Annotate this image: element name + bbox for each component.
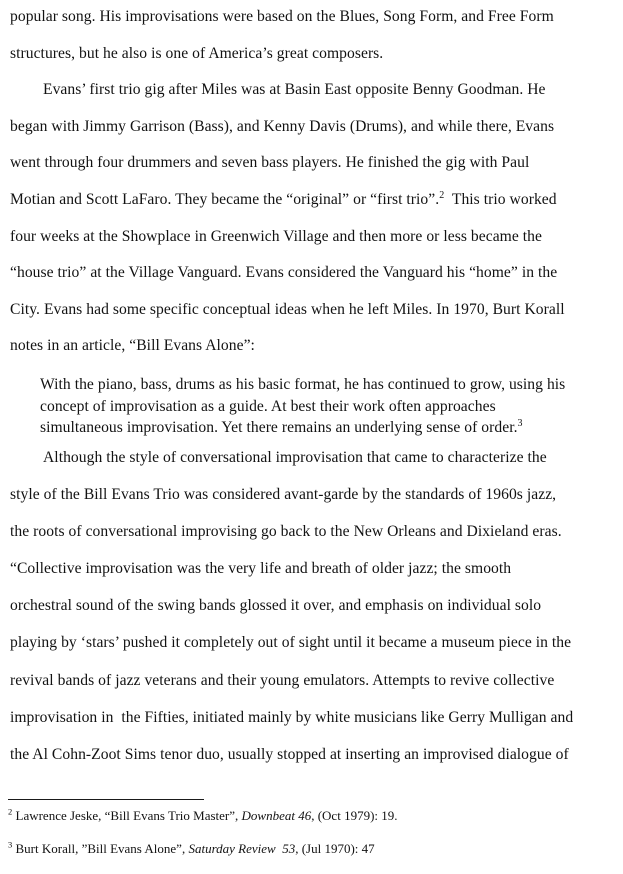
blockquote-text: simultaneous improvisation. Yet there remains an underlying sense of order. [40, 419, 518, 436]
footnote-separator [8, 799, 204, 800]
body-line: Evans’ first trio gig after Miles was at Basin East opposite Benny Goodman. He [43, 81, 546, 98]
body-line [10, 190, 557, 209]
footnote-marker-3: 3 [8, 839, 13, 850]
body-line: the Al Cohn-Zoot Sims tenor duo, usually stopped at inserting an improvised dialogue of [10, 746, 569, 763]
body-line-text: This trio worked [444, 191, 557, 208]
body-line: popular song. His improvisations were based on the Blues, Song Form, and Free Form [10, 8, 554, 25]
body-line: orchestral sound of the swing bands glossed it over, and emphasis on individual solo [10, 597, 542, 614]
footnote-2 [8, 808, 398, 824]
footnote-marker-2: 2 [8, 806, 13, 817]
blockquote-line: concept of improvisation as a guide. At best their work often approaches [40, 398, 496, 415]
body-line: structures, but he also is one of America’s great composers. [10, 45, 384, 62]
body-line: went through four drummers and seven bass players. He finished the gig with Paul [10, 154, 530, 171]
body-line: the roots of conversational improvising go back to the New Orleans and Dixieland eras. [10, 523, 562, 540]
body-line: improvisation in the Fifties, initiated mainly by white musicians like Gerry Mulligan and [10, 709, 574, 726]
journal-title: Downbeat 46 [241, 808, 312, 823]
body-line: notes in an article, “Bill Evans Alone”: [10, 337, 255, 354]
body-line: playing by ‘stars’ pushed it completely out of sight until it became a museum piece in the [10, 634, 572, 651]
body-line: “house trio” at the Village Vanguard. Evans considered the Vanguard his “home” in the [10, 264, 558, 281]
blockquote-line: With the piano, bass, drums as his basic format, he has continued to grow, using his [40, 376, 566, 393]
body-line: four weeks at the Showplace in Greenwich Village and then more or less became the [10, 228, 542, 245]
body-line: Although the style of conversational improvisation that came to characterize the [43, 449, 547, 466]
footnote-ref-3: 3 [517, 417, 523, 429]
body-line: began with Jimmy Garrison (Bass), and Kenny Davis (Drums), and while there, Evans [10, 118, 555, 135]
footnote-3 [8, 841, 375, 857]
body-line-text: Motian and Scott LaFaro. They became the “original” or “first trio”. [10, 191, 440, 208]
footnote-text: Burt Korall, ”Bill Evans Alone”, [12, 841, 189, 856]
footnote-text: Lawrence Jeske, “Bill Evans Trio Master”, [12, 808, 242, 823]
body-line: style of the Bill Evans Trio was considered avant-garde by the standards of 1960s jazz, [10, 486, 557, 503]
journal-title: Saturday Review 53 [188, 841, 296, 856]
body-line: City. Evans had some specific conceptual ideas when he left Miles. In 1970, Burt Korall [10, 301, 565, 318]
body-line: “Collective improvisation was the very life and breath of older jazz; the smooth [10, 560, 512, 577]
footnote-text: , (Oct 1979): 19. [311, 808, 398, 823]
footnote-text: , (Jul 1970): 47 [295, 841, 375, 856]
body-line: revival bands of jazz veterans and their young emulators. Attempts to revive collective [10, 672, 555, 689]
blockquote-line [40, 418, 523, 437]
footnote-ref-2: 2 [439, 189, 445, 201]
